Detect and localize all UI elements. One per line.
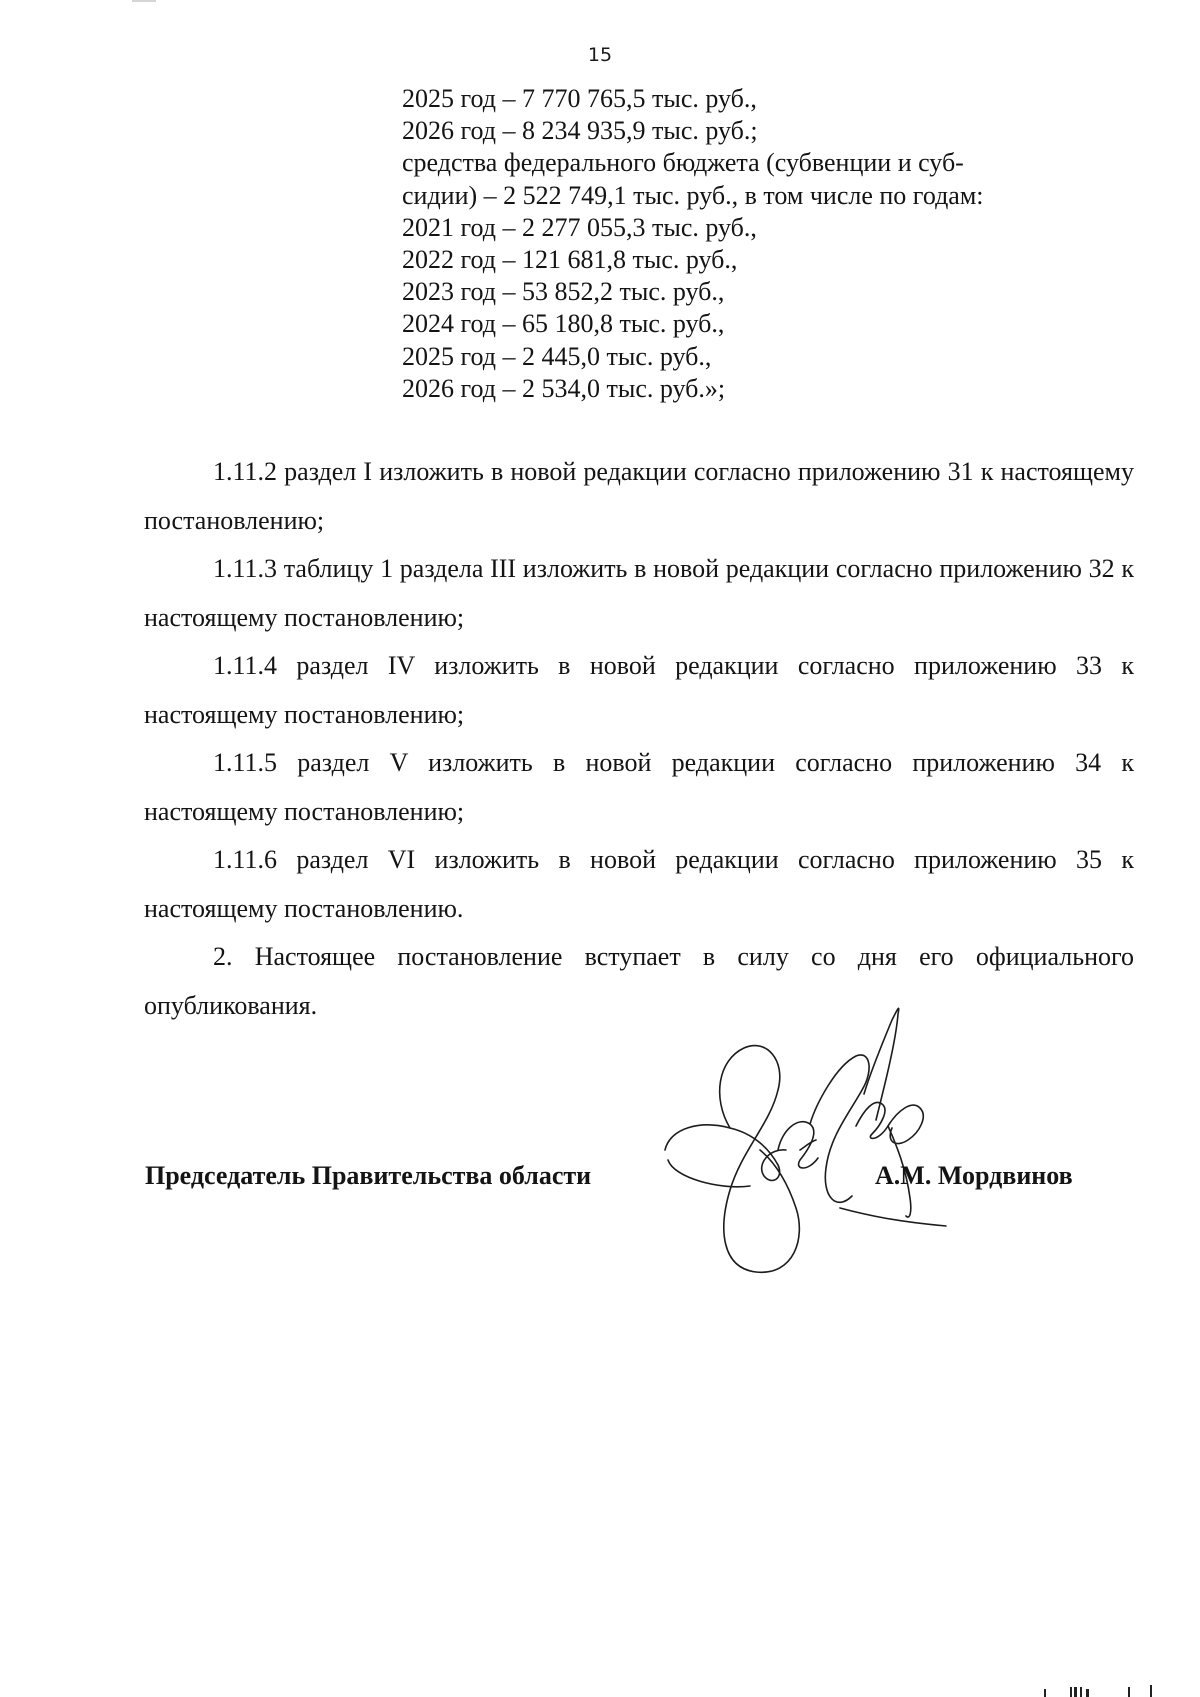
decree-paragraph: 1.11.5 раздел V изложить в новой редакции согласно приложению 34 к настоящему постановлению; xyxy=(144,748,1134,826)
decree-paragraph: 1.11.3 таблицу 1 раздела III изложить в новой редакции согласно приложению 32 к настоящему постановлению; xyxy=(144,554,1134,632)
decree-paragraph: 2. Настоящее постановление вступает в силу со дня его официального опубликования. xyxy=(144,942,1134,1020)
scan-edge-marks xyxy=(1040,1685,1200,1697)
signer-name: А.М. Мордвинов xyxy=(875,1161,1073,1190)
decree-body xyxy=(144,448,1134,1030)
decree-paragraph: 1.11.6 раздел VI изложить в новой редакции согласно приложению 35 к настоящему постановлению. xyxy=(144,845,1134,923)
signer-title: Председатель Правительства области xyxy=(145,1161,592,1190)
scan-corner-mark xyxy=(132,0,156,2)
decree-paragraph: 1.11.4 раздел IV изложить в новой редакции согласно приложению 33 к настоящему постановлению; xyxy=(144,651,1134,729)
funding-line: 2023 год – 53 852,2 тыс. руб., xyxy=(402,277,725,307)
funding-list xyxy=(402,83,1062,405)
funding-line: 2026 год – 2 534,0 тыс. руб.»; xyxy=(402,373,726,403)
funding-line: 2024 год – 65 180,8 тыс. руб., xyxy=(402,309,725,339)
funding-line: сидии) – 2 522 749,1 тыс. руб., в том числе по годам: xyxy=(402,180,984,210)
funding-line: 2025 год – 2 445,0 тыс. руб., xyxy=(402,341,712,371)
funding-line: 2026 год – 8 234 935,9 тыс. руб.; xyxy=(402,116,758,146)
decree-paragraph: 1.11.2 раздел I изложить в новой редакции согласно приложению 31 к настоящему постановлению; xyxy=(144,457,1134,535)
funding-line: 2025 год – 7 770 765,5 тыс. руб., xyxy=(402,84,757,113)
handwritten-signature xyxy=(660,1000,960,1285)
page-number: 15 xyxy=(587,44,613,66)
funding-line: 2021 год – 2 277 055,3 тыс. руб., xyxy=(402,212,757,242)
funding-line: 2022 год – 121 681,8 тыс. руб., xyxy=(402,245,738,275)
funding-line: средства федерального бюджета (субвенции и суб- xyxy=(402,148,964,178)
